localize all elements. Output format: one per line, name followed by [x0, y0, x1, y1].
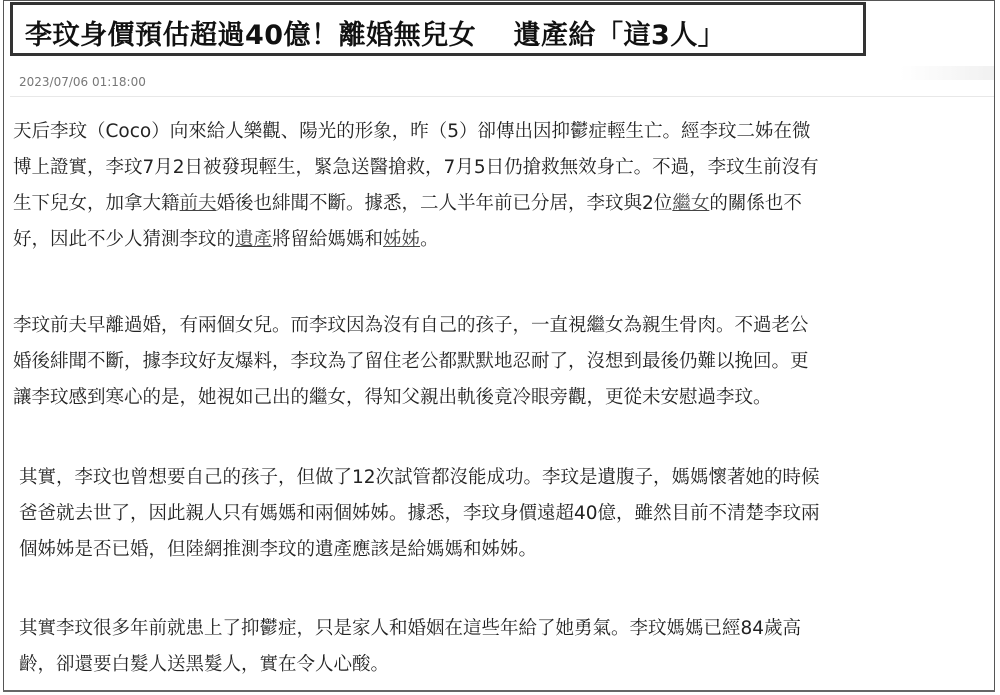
text-line: 讓李玟感到寒心的是，她視如己出的繼女，得知父親出軌後竟冷眼旁觀，更從未安慰過李玟。: [13, 387, 772, 408]
text-line: 李玟前夫早離過婚，有兩個女兒。而李玟因為沒有自己的孩子，一直視繼女為親生骨肉。不過老公: [13, 315, 809, 336]
header-fade: [900, 66, 994, 80]
frame-bottom-edge: [3, 690, 995, 692]
text-line: 生下兒女，加拿大籍前夫婚後也緋聞不斷。據悉，二人半年前已分居，李玟與2位繼女的關係也不: [13, 193, 802, 214]
text-line: 博上證實，李玟7月2日被發現輕生，緊急送醫搶救，7月5日仍搶救無效身亡。不過，李玟生前沒有: [13, 157, 819, 178]
page-title: 李玟身價預估超過40億！離婚無兒女 遺產給「這3人」: [25, 20, 726, 51]
text-line: 好，因此不少人猜測李玟的遺產將留給媽媽和姊姊。: [13, 229, 439, 250]
text-line: 其實李玟很多年前就患上了抑鬱症，只是家人和婚姻在這些年給了她勇氣。李玟媽媽已經84歲高: [19, 618, 802, 639]
header-divider: [10, 96, 994, 97]
text-line: 齡，卻還要白髮人送黑髮人，實在令人心酸。: [19, 654, 390, 675]
publish-timestamp: 2023/07/06 01:18:00: [19, 75, 146, 89]
link-ex-husband[interactable]: 前夫: [179, 193, 217, 214]
article-paragraph-4: [19, 611, 801, 683]
text-line: 個姊姊是否已婚，但陸網推測李玟的遺產應該是給媽媽和姊姊。: [19, 539, 538, 560]
text-line: 婚後緋聞不斷，據李玟好友爆料，李玟為了留住老公都默默地忍耐了，沒想到最後仍難以挽回。更: [13, 351, 809, 372]
link-stepdaughter[interactable]: 繼女: [672, 193, 710, 214]
link-inheritance[interactable]: 遺產: [235, 229, 273, 250]
text-line: 其實，李玟也曾想要自己的孩子，但做了12次試管都沒能成功。李玟是遺腹子，媽媽懷著她的時候: [19, 467, 820, 488]
link-sisters[interactable]: 姊姊: [383, 229, 421, 250]
text-line: 爸爸就去世了，因此親人只有媽媽和兩個姊姊。據悉，李玟身價遠超40億，雖然目前不清楚李玟兩: [19, 503, 820, 524]
text-line: 天后李玟（Coco）向來給人樂觀、陽光的形象，昨（5）卻傳出因抑鬱症輕生亡。經李玟二姊在微: [13, 121, 811, 142]
article-paragraph-3: [19, 460, 820, 568]
article-paragraph-1: [13, 114, 819, 258]
headline-box: [10, 2, 866, 56]
article-paragraph-2: [13, 308, 809, 416]
